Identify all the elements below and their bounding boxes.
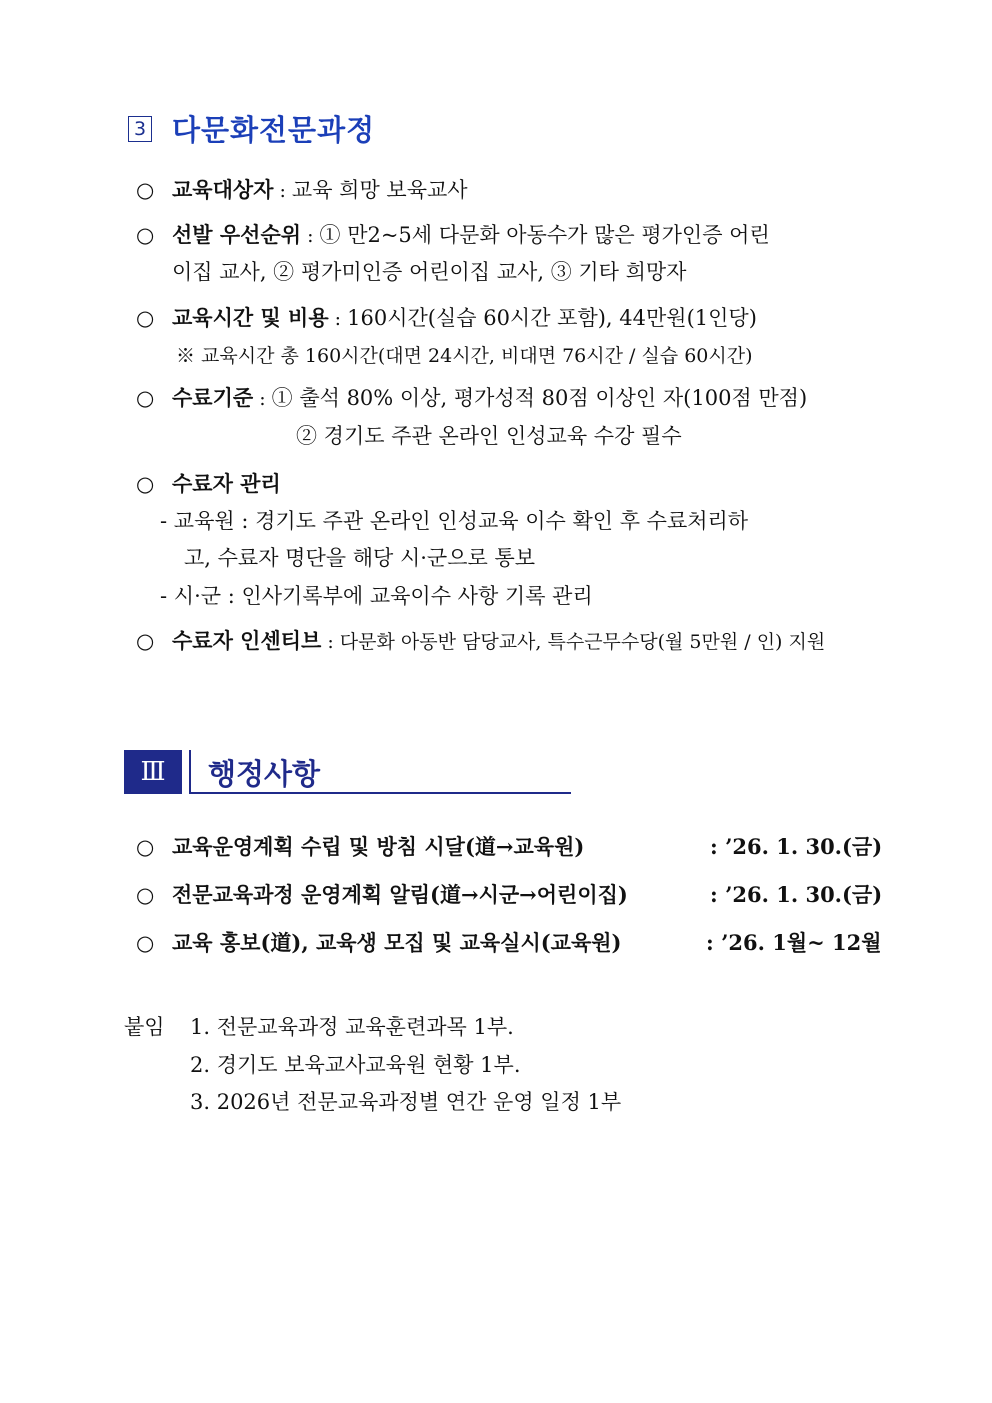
item-text: ① 출석 80% 이상, 평가성적 80점 이상인 자(100점 만점) (271, 386, 808, 410)
sub-item-text: 시·군 : 인사기록부에 교육이수 사항 기록 관리 (173, 584, 593, 608)
sub-item (160, 507, 748, 535)
sub-item-text-continued: 고, 수료자 명단을 해당 시·군으로 통보 (184, 546, 536, 570)
circle-bullet-icon: ○ (136, 834, 155, 859)
item-text-continued: 이집 교사, ② 평가미인증 어린이집 교사, ③ 기타 희망자 (172, 260, 687, 284)
circle-bullet-icon: ○ (136, 386, 155, 410)
section-title: 행정사항 (208, 757, 321, 791)
item-label: 수료자 인센티브 (172, 628, 322, 653)
attachment-item: 3. 2026년 전문교육과정별 연간 운영 일정 1부 (190, 1090, 622, 1114)
sub-item-text: 교육원 : 경기도 주관 온라인 인성교육 이수 확인 후 수료처리하 (173, 509, 749, 533)
item-label: 수료자 관리 (172, 471, 281, 496)
roman-numeral-box: Ⅲ (124, 750, 182, 794)
item-text: ① 만2~5세 다문화 아동수가 많은 평가인증 어린 (319, 223, 770, 247)
circle-bullet-icon: ○ (136, 882, 155, 907)
schedule-date: : ’26. 1. 30.(금) (710, 882, 883, 907)
circle-bullet-icon: ○ (136, 930, 155, 955)
dash-bullet: - (160, 509, 168, 533)
schedule-item (136, 881, 628, 909)
section-3-heading (128, 108, 375, 149)
heading-divider (189, 750, 191, 794)
circle-bullet-icon: ○ (136, 472, 155, 496)
item-text: 160시간(실습 60시간 포함), 44만원(1인당) (347, 306, 757, 330)
item-label: 교육시간 및 비용 (172, 305, 329, 330)
schedule-text: 전문교육과정 운영계획 알림(道→시군→어린이집) (172, 882, 628, 907)
section-iii-heading (124, 750, 572, 794)
circle-bullet-icon: ○ (136, 629, 155, 653)
list-item: ○ 교육대상자 : 교육 희망 보육교사 (136, 177, 468, 202)
section-title: 다문화전문과정 (172, 113, 376, 147)
schedule-text: 교육 홍보(道), 교육생 모집 및 교육실시(교육원) (172, 930, 622, 955)
item-text: 다문화 아동반 담당교사, 특수근무수당(월 5만원 / 인) 지원 (339, 631, 826, 653)
sub-item (160, 582, 593, 610)
list-item: ○ 교육시간 및 비용 : 160시간(실습 60시간 포함), 44만원(1인당) (136, 305, 757, 330)
item-note: ※ 교육시간 총 160시간(대면 24시간, 비대면 76시간 / 실습 60시간) (176, 345, 753, 367)
attachment-item: 2. 경기도 보육교사교육원 현황 1부. (190, 1053, 521, 1077)
circle-bullet-icon: ○ (136, 223, 155, 247)
attachment-item: 1. 전문교육과정 교육훈련과목 1부. (190, 1015, 514, 1039)
item-text: 교육 희망 보육교사 (291, 178, 468, 202)
schedule-date: : ’26. 1. 30.(금) (710, 834, 883, 859)
item-label: 선발 우선순위 (172, 222, 302, 247)
schedule-text: 교육운영계획 수립 및 방침 시달(道→교육원) (172, 834, 585, 859)
list-item: ○ 선발 우선순위 : ① 만2~5세 다문화 아동수가 많은 평가인증 어린 (136, 222, 770, 247)
item-label: 교육대상자 (172, 177, 274, 202)
item-label: 수료기준 (172, 385, 254, 410)
list-item: ○ 수료자 인센티브 : 다문화 아동반 담당교사, 특수근무수당(월 5만원 / 인) 지원 (136, 628, 826, 653)
circle-bullet-icon: ○ (136, 178, 155, 202)
dash-bullet: - (160, 584, 168, 608)
section-number-box: 3 (128, 116, 152, 142)
attachments-label: 붙임 (124, 1015, 165, 1039)
circle-bullet-icon: ○ (136, 306, 155, 330)
list-item (136, 470, 281, 498)
list-item: ○ 수료기준 : ① 출석 80% 이상, 평가성적 80점 이상인 자(100점 만점) (136, 385, 808, 410)
schedule-item (136, 929, 621, 957)
item-text-continued: ② 경기도 주관 온라인 인성교육 수강 필수 (296, 424, 682, 448)
schedule-date: : ’26. 1월~ 12월 (706, 930, 882, 955)
schedule-item (136, 833, 584, 861)
